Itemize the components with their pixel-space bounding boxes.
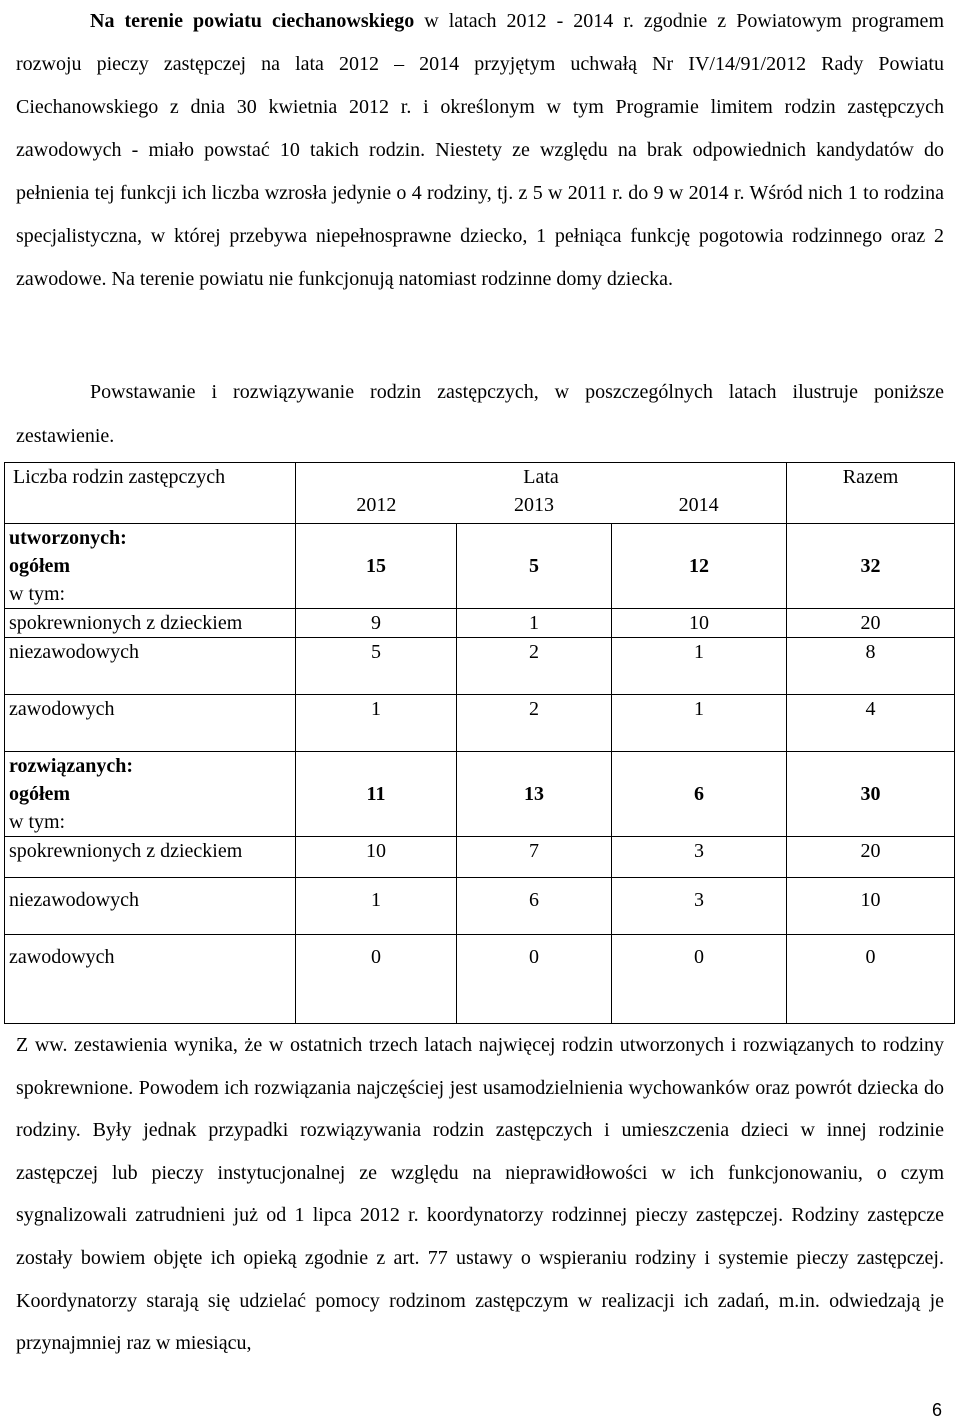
cell [457, 837, 612, 878]
cell-value: 10 [860, 889, 881, 911]
cell-value: 8 [865, 641, 876, 663]
cell [296, 609, 457, 638]
cell-value: 3 [694, 840, 704, 862]
intro-lead-bold: Na terenie powiatu ciechanowskiego [90, 10, 415, 32]
row-label [5, 609, 296, 638]
conclusion-paragraph: Z ww. zestawienia wynika, że w ostatnich trzech latach najwięcej rodzin utworzonych i rozwiązanych to rodziny spokrewnione. Powodem ich rozwiązania najczęściej jest usamodzielnienia wychowanków oraz powrót dziecka do rodziny. Były jednak przypadki rozwiązywania rodzin zastępczych i umieszczenia dzieci w innej rodzinie zastępczej lub pieczy instytucjonalnej ze względu na nieprawidłowości w ich funkcjonowaniu, o czym sygnalizowali zatrudnieni już od 1 lipca 2012 r. koordynatorzy rodzinnej pieczy zastępczej. Rodziny zastępcze zostały bowiem objęte ich opieką zgodnie z art. 77 ustawy o wspieraniu rodziny i systemie pieczy zastępczej. Koordynatorzy starają się udzielać pomocy rodzinom zastępczym w realizacji ich zadań, m.in. odwiedzają je przynajmniej raz w miesiącu, [16, 1034, 944, 1355]
cell [612, 695, 787, 752]
table-row [5, 609, 955, 638]
table-row [5, 837, 955, 878]
dissolved-related-label: spokrewnionych z dzieckiem [9, 840, 243, 862]
cell [787, 837, 955, 878]
dissolved-total-sum [787, 752, 955, 837]
dissolved-professional-label: zawodowych [9, 946, 115, 968]
year-2013: 2013 [514, 494, 555, 516]
dissolved-total-2013 [457, 752, 612, 837]
foster-families-table [4, 462, 955, 1024]
header-label: Liczba rodzin zastępczych [13, 466, 226, 488]
created-total-2014-value: 12 [689, 555, 709, 577]
created-section-row [5, 524, 955, 609]
cell-value: 5 [371, 641, 381, 663]
header-years-label: Lata [523, 466, 559, 488]
cell-value: 0 [529, 946, 539, 968]
created-total-2013-value: 5 [529, 555, 539, 577]
table-row [5, 878, 955, 935]
row-label [5, 878, 296, 935]
cell [296, 837, 457, 878]
cell-value: 0 [371, 946, 381, 968]
cell [787, 935, 955, 1024]
cell-value: 0 [694, 946, 704, 968]
dissolved-total-2012-value: 11 [366, 783, 386, 805]
cell-value: 3 [694, 889, 704, 911]
cell-value: 1 [371, 889, 381, 911]
created-labels-cell [5, 524, 296, 609]
cell-value: 9 [371, 612, 381, 634]
intro-text: w latach 2012 - 2014 r. zgodnie z Powiatowym programem rozwoju pieczy zastępczej na lata 2012 – 2014 przyjętym uchwałą Nr IV/14/91/2012 Rady Powiatu Ciechanowskiego z dnia 30 kwietnia 2012 r. i określonym w tym Programie limitem rodzin zastępczych zawodowych - miało powstać 10 takich rodzin. Niestety ze względu na brak odpowiednich kandydatów do pełnienia tej funkcji ich liczba wzrosła jedynie o 4 rodziny, tj. z 5 w 2011 r. do 9 w 2014 r. Wśród nich 1 to rodzina specjalistyczna, w której przebywa niepełnosprawne dziecko, 1 pełniąca funkcję pogotowia rodzinnego oraz 2 zawodowe. Na terenie powiatu nie funkcjonują natomiast rodzinne domy dziecka. [16, 10, 944, 290]
created-total-label: ogółem [9, 555, 71, 577]
cell-value: 4 [865, 698, 876, 720]
cell [612, 878, 787, 935]
cell [612, 638, 787, 695]
table-row [5, 935, 955, 1024]
cell-value: 10 [366, 840, 386, 862]
cell [612, 609, 787, 638]
created-total-2012-value: 15 [366, 555, 386, 577]
row-label [5, 935, 296, 1024]
created-total-2012 [296, 524, 457, 609]
cell [787, 695, 955, 752]
dissolved-total-sum-value: 30 [860, 783, 881, 805]
created-professional-label: zawodowych [9, 698, 115, 720]
created-total-sum [787, 524, 955, 609]
cell-value: 10 [689, 612, 709, 634]
cell-value: 7 [529, 840, 539, 862]
cell-value: 0 [865, 946, 876, 968]
cell-value: 6 [529, 889, 539, 911]
summary-intro-paragraph: Powstawanie i rozwiązywanie rodzin zastępczych, w poszczególnych latach ilustruje poniższe zestawienie. [16, 381, 944, 447]
cell-value: 1 [371, 698, 381, 720]
dissolved-total-2012 [296, 752, 457, 837]
created-section-label: utworzonych: [9, 527, 127, 549]
cell [612, 935, 787, 1024]
dissolved-section-label: rozwiązanych: [9, 755, 134, 777]
cell-value: 2 [529, 641, 539, 663]
table-header-row [5, 463, 955, 524]
header-total-cell [787, 463, 955, 524]
cell [787, 878, 955, 935]
cell-value: 1 [694, 698, 704, 720]
header-total: Razem [842, 466, 899, 488]
row-label [5, 837, 296, 878]
cell [296, 878, 457, 935]
created-total-sum-value: 32 [860, 555, 881, 577]
year-2014: 2014 [678, 494, 719, 516]
cell [787, 609, 955, 638]
cell-value: 20 [860, 612, 881, 634]
intro-paragraph [16, 0, 944, 301]
dissolved-labels-cell [5, 752, 296, 837]
cell [296, 935, 457, 1024]
created-total-2013 [457, 524, 612, 609]
cell-value: 20 [860, 840, 881, 862]
dissolved-total-label: ogółem [9, 783, 71, 805]
cell [457, 935, 612, 1024]
row-label [5, 695, 296, 752]
dissolved-total-2014-value: 6 [694, 783, 704, 805]
dissolved-total-2013-value: 13 [524, 783, 544, 805]
dissolved-of-which-label: w tym: [9, 811, 66, 833]
dissolved-non-professional-label: niezawodowych [9, 889, 139, 911]
year-2012: 2012 [356, 494, 397, 516]
cell [457, 878, 612, 935]
cell [457, 638, 612, 695]
created-related-label: spokrewnionych z dzieckiem [9, 612, 243, 634]
cell [457, 695, 612, 752]
cell [296, 638, 457, 695]
created-of-which-label: w tym: [9, 583, 66, 605]
created-non-professional-label: niezawodowych [9, 641, 139, 663]
row-label [5, 638, 296, 695]
cell [457, 609, 612, 638]
page-number: 6 [931, 1400, 942, 1420]
table-row [5, 638, 955, 695]
header-years-cell [296, 463, 787, 524]
table-row [5, 695, 955, 752]
dissolved-total-2014 [612, 752, 787, 837]
dissolved-section-row [5, 752, 955, 837]
cell [612, 837, 787, 878]
created-total-2014 [612, 524, 787, 609]
cell-value: 1 [529, 612, 539, 634]
cell-value: 1 [694, 641, 704, 663]
cell [296, 695, 457, 752]
cell [787, 638, 955, 695]
cell-value: 2 [529, 698, 539, 720]
header-label-cell [5, 463, 296, 524]
